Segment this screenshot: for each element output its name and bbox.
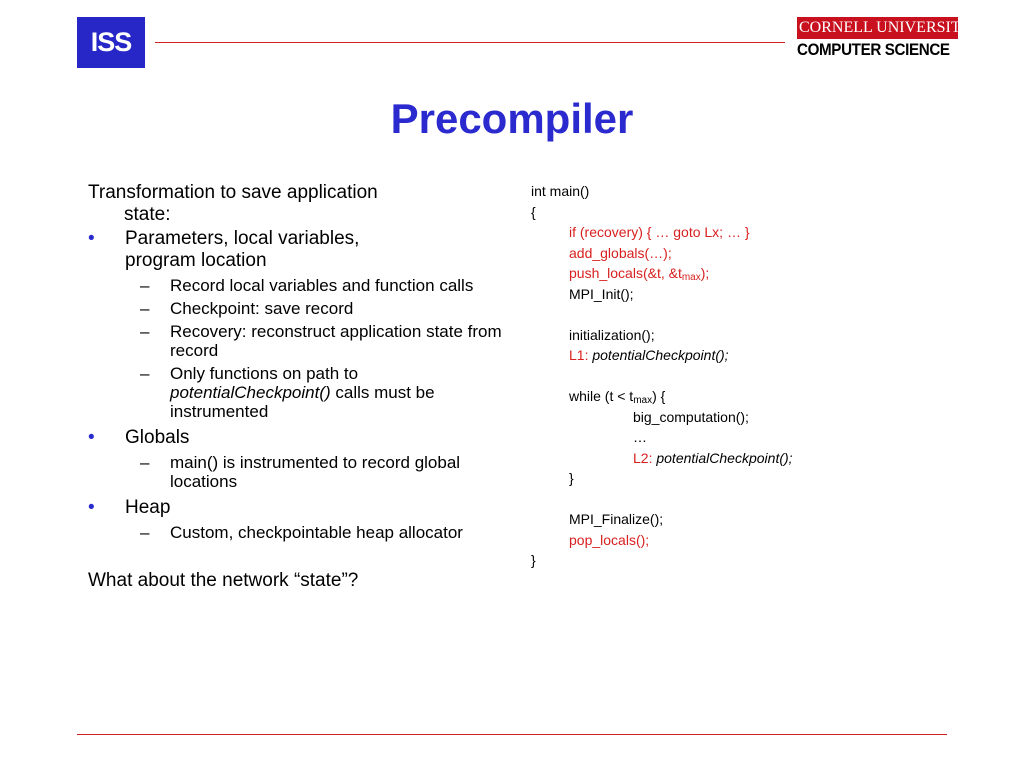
code-line: if (recovery) { … goto Lx; … } (569, 224, 750, 240)
code-label: L1: (569, 347, 593, 363)
bullet-item (88, 427, 508, 449)
sub-bullet-text: Custom, checkpointable heap allocator (170, 523, 463, 542)
code-text: ); (700, 265, 710, 281)
iss-logo: ISS (77, 17, 145, 68)
code-line: { (531, 203, 536, 220)
bottom-divider (77, 734, 947, 735)
code-line: add_globals(…); (569, 244, 672, 261)
code-line: MPI_Init(); (569, 285, 634, 302)
bullet-text: Globals (125, 427, 190, 448)
bullet-dot-icon: • (88, 228, 95, 249)
sub-bullet-text: main() is instrumented to record global locations (170, 453, 461, 491)
left-column (88, 182, 508, 592)
code-line (531, 345, 861, 366)
code-blank-line (531, 304, 861, 325)
code-label: L2: (633, 449, 657, 466)
closing-question: What about the network “state”? (88, 570, 359, 591)
code-line: … (633, 429, 647, 445)
code-line: big_computation(); (633, 408, 749, 425)
code-subscript: max (681, 272, 701, 283)
code-text: while (t < t (569, 388, 634, 404)
bullet-item (88, 228, 508, 272)
intro-text (88, 182, 508, 226)
code-text: push_locals(&t, &t (569, 265, 682, 281)
bullet-dot-icon: • (88, 497, 95, 518)
dash-icon: – (140, 364, 150, 383)
intro-line-2: state: (124, 204, 171, 225)
code-subscript: max (633, 395, 653, 406)
bullet-text: program location (125, 250, 267, 271)
cornell-cs-logo (797, 17, 973, 61)
slide-title: Precompiler (390, 95, 634, 142)
code-line (531, 263, 861, 284)
dash-icon: – (140, 453, 150, 472)
bullet-dot-icon: • (88, 427, 95, 448)
code-line: int main() (531, 183, 590, 199)
dash-icon: – (140, 523, 150, 542)
sub-bullet-text: Recovery: reconstruct application state from record (170, 322, 502, 360)
code-line: initialization(); (569, 326, 655, 343)
code-line: pop_locals(); (569, 531, 650, 548)
code-line: MPI_Finalize(); (569, 511, 664, 527)
dash-icon: – (140, 276, 150, 295)
code-line (531, 448, 861, 469)
code-text: potentialCheckpoint(); (592, 347, 729, 363)
code-line: } (569, 470, 574, 486)
cornell-logo-bottom: COMPUTER SCIENCE (797, 41, 950, 59)
sub-bullet-text: Only functions on path to (170, 364, 359, 383)
sub-bullet-text: Checkpoint: save record (170, 299, 354, 318)
intro-line-1: Transformation to save application (88, 182, 378, 203)
code-blank-line (531, 366, 861, 387)
sub-bullet-item (88, 276, 508, 295)
bullet-item (88, 497, 508, 519)
code-listing (531, 181, 861, 571)
dash-icon: – (140, 322, 150, 341)
sub-bullet-item (88, 299, 508, 318)
spacer (88, 542, 508, 570)
code-text: ) { (652, 388, 666, 404)
code-line (531, 386, 861, 407)
top-divider (155, 42, 785, 43)
code-blank-line (531, 489, 861, 510)
sub-bullet-item (88, 453, 508, 491)
sub-bullet-item (88, 322, 508, 360)
sub-bullet-text: calls must be instrumented (170, 383, 435, 421)
sub-bullet-text: Record local variables and function calls (170, 276, 474, 295)
bullet-text: Heap (125, 497, 171, 518)
dash-icon: – (140, 299, 150, 318)
cornell-logo-top: CORNELL UNIVERSITY (797, 17, 958, 39)
sub-bullet-item (88, 364, 508, 421)
sub-bullet-italic: potentialCheckpoint() (170, 383, 331, 402)
sub-bullet-item (88, 523, 508, 542)
code-text: potentialCheckpoint(); (656, 449, 793, 466)
bullet-text: Parameters, local variables, (125, 228, 360, 249)
code-line: } (531, 552, 536, 568)
